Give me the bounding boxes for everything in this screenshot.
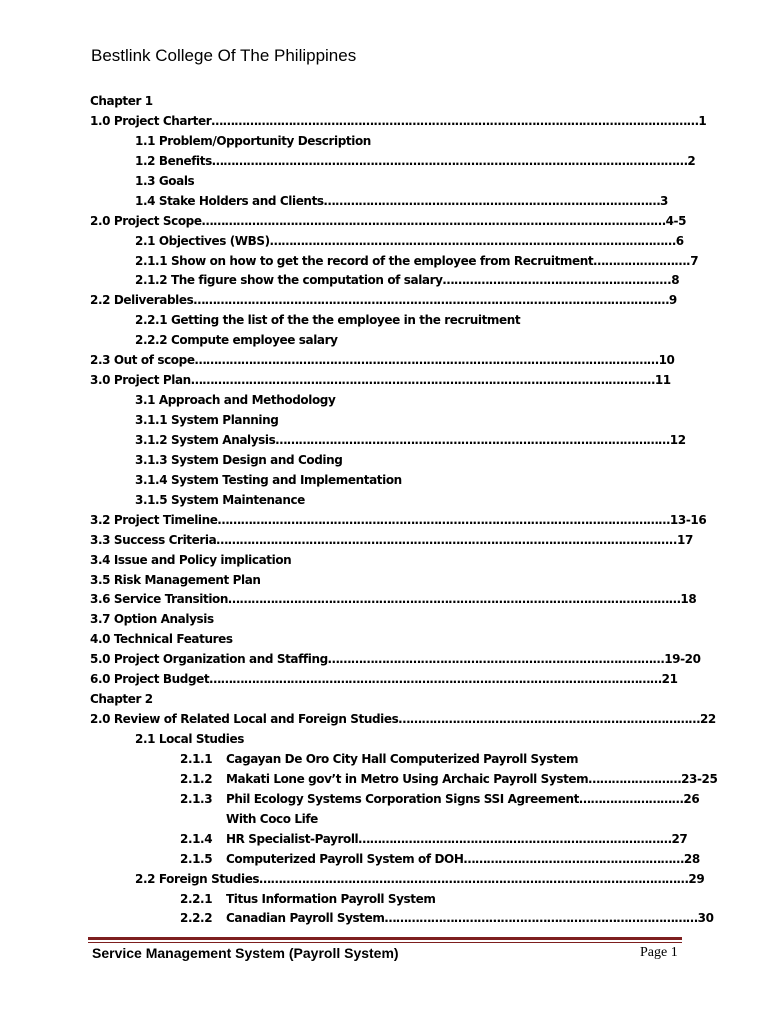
toc-entry: 1.4 Stake Holders and Clients……………………………………………………………………………3 xyxy=(135,193,669,208)
toc-entry: 2.2 Deliverables……………………………………………………………………………………………………………9 xyxy=(90,293,677,308)
entry-number: 2.2.1 xyxy=(180,891,213,906)
toc-entry xyxy=(90,890,768,910)
toc-entry: 3.7 Option Analysis xyxy=(90,612,214,627)
entry-number: 2.1.5 xyxy=(180,851,213,866)
entry-number: 2.1.2 xyxy=(180,771,213,786)
toc-entry: 2.1 Local Studies xyxy=(135,732,244,746)
footer-title: Service Management System (Payroll System) xyxy=(92,945,399,961)
entry-number: 2.2.2 xyxy=(180,911,213,926)
toc-entry: 1.1 Problem/Opportunity Description xyxy=(135,133,371,148)
entry-number: 2.1.4 xyxy=(180,831,213,846)
toc-entry: 3.4 Issue and Policy implication xyxy=(90,552,292,567)
toc-entry: 2.2.2 Compute employee salary xyxy=(135,333,338,348)
document-header: Bestlink College Of The Philippines xyxy=(91,46,357,65)
toc-entry: 2.3 Out of scope…………………………………………………………………………………………………………10 xyxy=(90,353,675,368)
toc-entry: 2.2.1 Getting the list of the the employee in the recruitment xyxy=(135,313,521,328)
toc-entry xyxy=(90,750,768,770)
footer-divider-thin xyxy=(88,942,682,943)
toc-entry xyxy=(90,770,768,790)
toc-entry: 3.6 Service Transition………………………………………………………………………………………………………18 xyxy=(90,592,697,607)
toc-entry: 3.1 Approach and Methodology xyxy=(135,393,336,408)
toc-entry: 2.0 Project Scope…………………………………………………………………………………………………………4-5 xyxy=(90,213,687,228)
toc-entry: 1.2 Benefits……………………………………………………………………………………………………………2 xyxy=(135,153,696,168)
entry-title: Titus Information Payroll System xyxy=(226,891,436,906)
entry-number: 2.1.1 xyxy=(180,751,213,766)
toc-entry xyxy=(90,790,768,810)
toc-entry-continuation: With Coco Life xyxy=(226,811,318,826)
toc-entry xyxy=(90,850,768,870)
chapter-heading: Chapter 2 xyxy=(90,692,153,707)
toc-entry: 3.0 Project Plan…………………………………………………………………………………………………………11 xyxy=(90,373,671,388)
toc-entry: 2.0 Review of Related Local and Foreign Studies……………………………………………………………………22 xyxy=(90,712,716,727)
entry-title: Canadian Payroll System………………………………………………………………………30 xyxy=(226,911,714,926)
toc-entry: 6.0 Project Budget………………………………………………………………………………………………………21 xyxy=(90,672,678,687)
entry-title: Computerized Payroll System of DOH…………………………………………………28 xyxy=(226,851,700,866)
toc-entry: 1.3 Goals xyxy=(135,173,195,188)
toc-entry: 5.0 Project Organization and Staffing……………………………………………………………………………19-20 xyxy=(90,652,701,667)
toc-entry xyxy=(90,830,768,850)
toc-entry: 1.0 Project Charter………………………………………………………………………………………………………………1 xyxy=(90,113,707,128)
toc-entry: 4.0 Technical Features xyxy=(90,632,233,647)
toc-entry: 2.1.1 Show on how to get the record of the employee from Recruitment…………………….7 xyxy=(135,253,699,268)
entry-title: Phil Ecology Systems Corporation Signs SSI Agreement………………………26 xyxy=(226,791,700,806)
entry-number: 2.1.3 xyxy=(180,791,213,806)
toc-entry: 3.1.2 System Analysis…………………………………………………………………………………………12 xyxy=(135,432,686,447)
chapter-heading: Chapter 1 xyxy=(90,94,153,108)
toc-entry: 3.1.3 System Design and Coding xyxy=(135,452,343,467)
entry-title: Cagayan De Oro City Hall Computerized Payroll System xyxy=(226,751,579,766)
toc-entry: 3.1.4 System Testing and Implementation xyxy=(135,472,402,487)
toc-entry: 2.2 Foreign Studies…………………………………………………………………………………………………29 xyxy=(135,871,705,886)
toc-entry: 2.1 Objectives (WBS)……………………………………………………………………………………………6 xyxy=(135,233,684,248)
toc-entry: 3.1.1 System Planning xyxy=(135,413,279,427)
toc-entry: 3.3 Success Criteria………………………………………………………………………………………………………..17 xyxy=(90,532,693,547)
table-of-contents xyxy=(90,92,768,929)
toc-entry: 3.1.5 System Maintenance xyxy=(135,492,305,507)
toc-entry xyxy=(90,909,768,929)
toc-entry: 3.2 Project Timeline………………………………………………………………………………………………………13-16 xyxy=(90,512,707,527)
entry-title: HR Specialist-Payroll………………………………………………………………………27 xyxy=(226,831,688,846)
toc-entry: 2.1.2 The figure show the computation of salary…………………………………………………..8 xyxy=(135,273,680,288)
entry-title: Makati Lone gov’t in Metro Using Archaic Payroll System……………………23-25 xyxy=(226,771,718,786)
toc-entry: 3.5 Risk Management Plan xyxy=(90,572,261,587)
footer-divider xyxy=(88,937,682,940)
page-number: Page 1 xyxy=(640,945,678,960)
